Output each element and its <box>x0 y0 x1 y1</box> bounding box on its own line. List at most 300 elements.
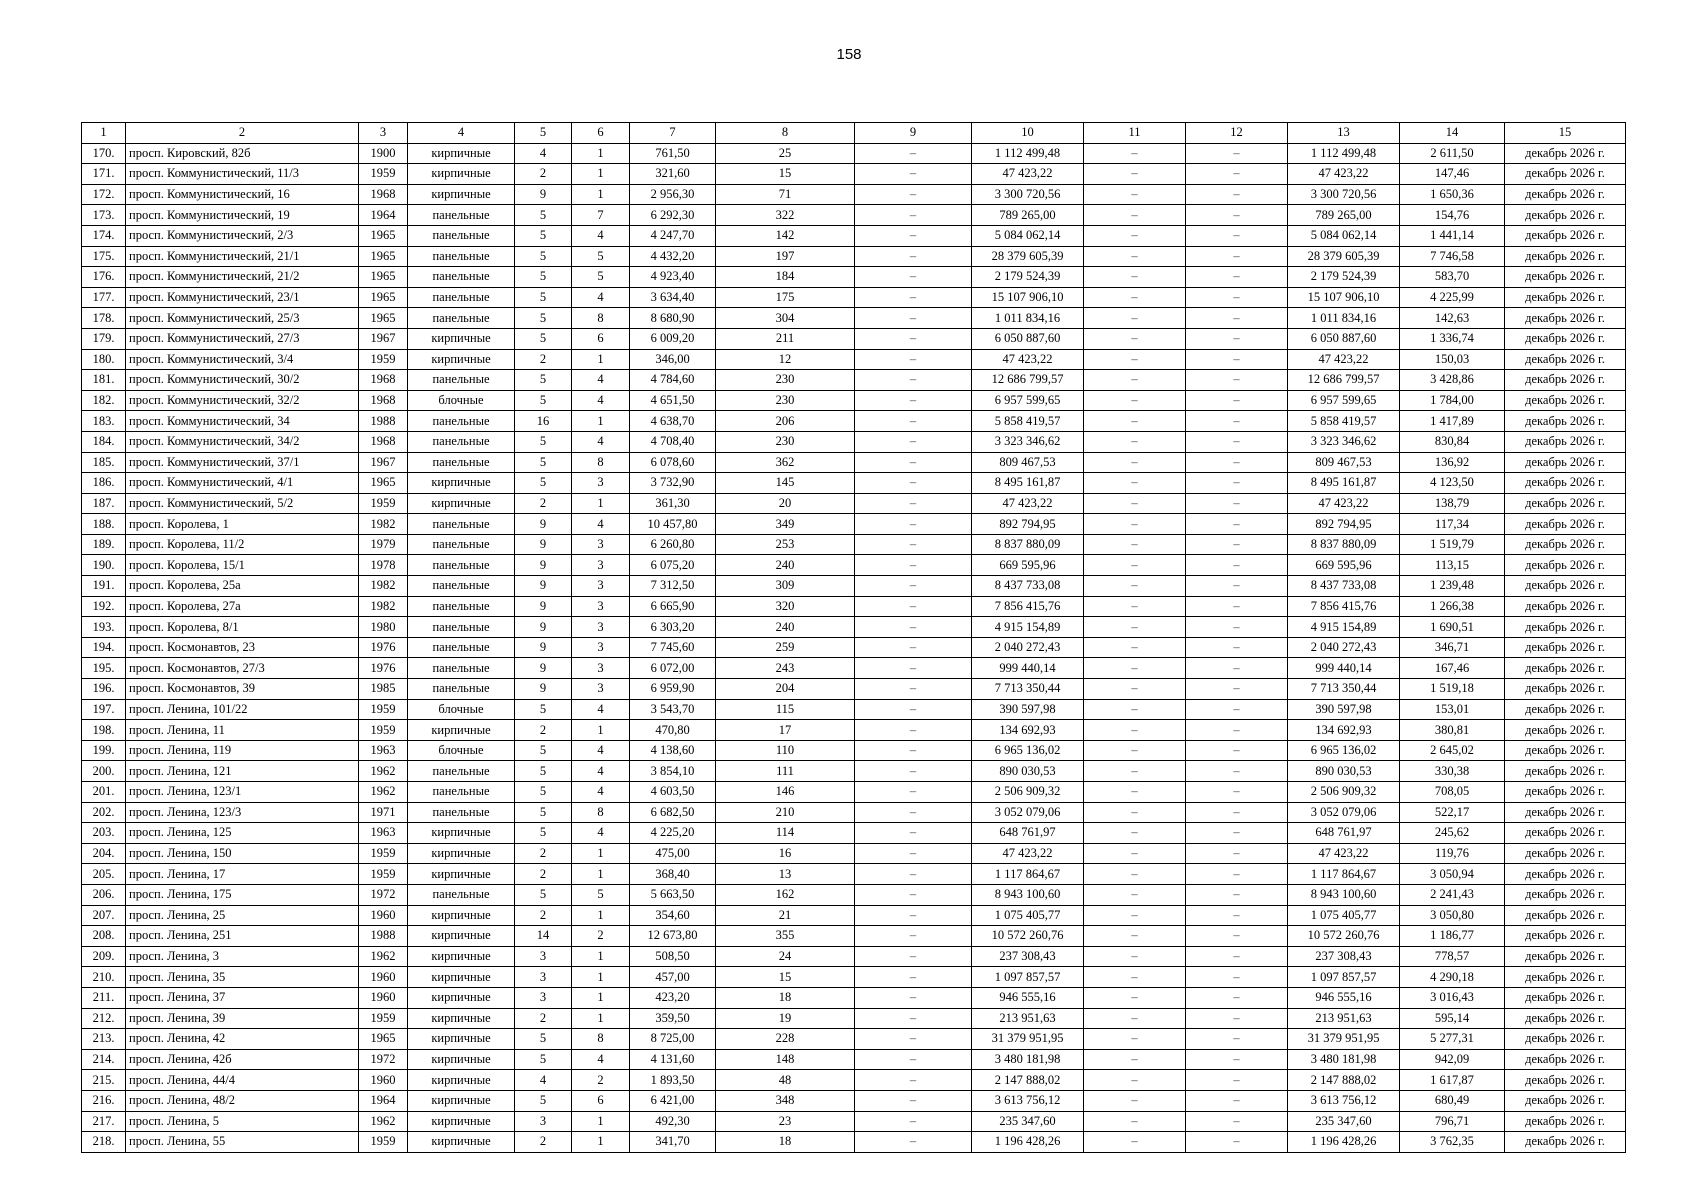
deadline-cell: декабрь 2026 г. <box>1505 1090 1626 1111</box>
deadline-cell: декабрь 2026 г. <box>1505 679 1626 700</box>
entrances-cell: 3 <box>572 679 630 700</box>
residents-cell: 17 <box>716 720 855 741</box>
col9-cell: – <box>855 328 972 349</box>
wall-material-cell: кирпичные <box>408 720 515 741</box>
col10-cost-cell: 648 761,97 <box>972 823 1084 844</box>
year-cell: 1962 <box>359 946 408 967</box>
deadline-cell: декабрь 2026 г. <box>1505 452 1626 473</box>
floors-cell: 9 <box>515 555 572 576</box>
col12-cell: – <box>1186 782 1288 803</box>
col13-cost-cell: 946 555,16 <box>1288 987 1400 1008</box>
year-cell: 1967 <box>359 328 408 349</box>
col9-cell: – <box>855 740 972 761</box>
floors-cell: 5 <box>515 782 572 803</box>
col14-cell: 138,79 <box>1400 493 1505 514</box>
col11-cell: – <box>1084 246 1186 267</box>
col11-cell: – <box>1084 328 1186 349</box>
col14-cell: 150,03 <box>1400 349 1505 370</box>
col13-cost-cell: 4 915 154,89 <box>1288 617 1400 638</box>
table-row <box>82 926 1626 947</box>
entrances-cell: 8 <box>572 1029 630 1050</box>
col13-cost-cell: 6 957 599,65 <box>1288 390 1400 411</box>
col13-cost-cell: 2 179 524,39 <box>1288 267 1400 288</box>
table-row <box>82 267 1626 288</box>
table-row <box>82 534 1626 555</box>
col14-cell: 1 239,48 <box>1400 576 1505 597</box>
residents-cell: 18 <box>716 1132 855 1153</box>
col13-cost-cell: 237 308,43 <box>1288 946 1400 967</box>
year-cell: 1959 <box>359 164 408 185</box>
area-cell: 4 603,50 <box>630 782 716 803</box>
col13-cost-cell: 7 713 350,44 <box>1288 679 1400 700</box>
col11-cell: – <box>1084 637 1186 658</box>
area-cell: 6 959,90 <box>630 679 716 700</box>
col13-cost-cell: 8 437 733,08 <box>1288 576 1400 597</box>
column-header: 7 <box>630 123 716 144</box>
col10-cost-cell: 2 506 909,32 <box>972 782 1084 803</box>
entrances-cell: 1 <box>572 946 630 967</box>
col11-cell: – <box>1084 431 1186 452</box>
col10-cost-cell: 3 300 720,56 <box>972 184 1084 205</box>
deadline-cell: декабрь 2026 г. <box>1505 843 1626 864</box>
col11-cell: – <box>1084 534 1186 555</box>
deadline-cell: декабрь 2026 г. <box>1505 1049 1626 1070</box>
year-cell: 1967 <box>359 452 408 473</box>
deadline-cell: декабрь 2026 г. <box>1505 205 1626 226</box>
table-row <box>82 411 1626 432</box>
col9-cell: – <box>855 884 972 905</box>
col10-cost-cell: 237 308,43 <box>972 946 1084 967</box>
address-cell: просп. Ленина, 25 <box>126 905 359 926</box>
address-cell: просп. Ленина, 5 <box>126 1111 359 1132</box>
deadline-cell: декабрь 2026 г. <box>1505 926 1626 947</box>
year-cell: 1968 <box>359 184 408 205</box>
col11-cell: – <box>1084 1049 1186 1070</box>
address-cell: просп. Кировский, 82б <box>126 143 359 164</box>
year-cell: 1988 <box>359 411 408 432</box>
residents-cell: 145 <box>716 473 855 494</box>
wall-material-cell: кирпичные <box>408 328 515 349</box>
col12-cell: – <box>1186 287 1288 308</box>
col11-cell: – <box>1084 514 1186 535</box>
col10-cost-cell: 5 084 062,14 <box>972 225 1084 246</box>
floors-cell: 5 <box>515 884 572 905</box>
col11-cell: – <box>1084 452 1186 473</box>
row-number-cell: 193. <box>82 617 126 638</box>
col10-cost-cell: 213 951,63 <box>972 1008 1084 1029</box>
wall-material-cell: кирпичные <box>408 1132 515 1153</box>
wall-material-cell: кирпичные <box>408 349 515 370</box>
address-cell: просп. Ленина, 55 <box>126 1132 359 1153</box>
year-cell: 1965 <box>359 308 408 329</box>
col12-cell: – <box>1186 823 1288 844</box>
col12-cell: – <box>1186 596 1288 617</box>
col11-cell: – <box>1084 905 1186 926</box>
column-header: 4 <box>408 123 515 144</box>
column-header: 10 <box>972 123 1084 144</box>
year-cell: 1964 <box>359 1090 408 1111</box>
col12-cell: – <box>1186 452 1288 473</box>
col14-cell: 153,01 <box>1400 699 1505 720</box>
col14-cell: 167,46 <box>1400 658 1505 679</box>
address-cell: просп. Ленина, 3 <box>126 946 359 967</box>
wall-material-cell: панельные <box>408 225 515 246</box>
entrances-cell: 3 <box>572 576 630 597</box>
col13-cost-cell: 8 495 161,87 <box>1288 473 1400 494</box>
residents-cell: 48 <box>716 1070 855 1091</box>
col13-cost-cell: 213 951,63 <box>1288 1008 1400 1029</box>
wall-material-cell: панельные <box>408 637 515 658</box>
row-number-cell: 212. <box>82 1008 126 1029</box>
col12-cell: – <box>1186 987 1288 1008</box>
deadline-cell: декабрь 2026 г. <box>1505 823 1626 844</box>
col12-cell: – <box>1186 1132 1288 1153</box>
header-row <box>82 123 1626 144</box>
col11-cell: – <box>1084 1111 1186 1132</box>
col10-cost-cell: 10 572 260,76 <box>972 926 1084 947</box>
year-cell: 1965 <box>359 225 408 246</box>
col10-cost-cell: 8 943 100,60 <box>972 884 1084 905</box>
area-cell: 4 432,20 <box>630 246 716 267</box>
deadline-cell: декабрь 2026 г. <box>1505 514 1626 535</box>
row-number-cell: 216. <box>82 1090 126 1111</box>
floors-cell: 5 <box>515 761 572 782</box>
floors-cell: 4 <box>515 1070 572 1091</box>
col13-cost-cell: 12 686 799,57 <box>1288 370 1400 391</box>
address-cell: просп. Королева, 27а <box>126 596 359 617</box>
entrances-cell: 1 <box>572 1132 630 1153</box>
row-number-cell: 206. <box>82 884 126 905</box>
area-cell: 4 638,70 <box>630 411 716 432</box>
deadline-cell: декабрь 2026 г. <box>1505 637 1626 658</box>
col14-cell: 136,92 <box>1400 452 1505 473</box>
residents-cell: 228 <box>716 1029 855 1050</box>
area-cell: 470,80 <box>630 720 716 741</box>
row-number-cell: 175. <box>82 246 126 267</box>
col11-cell: – <box>1084 205 1186 226</box>
col11-cell: – <box>1084 164 1186 185</box>
col12-cell: – <box>1186 555 1288 576</box>
entrances-cell: 1 <box>572 349 630 370</box>
col13-cost-cell: 15 107 906,10 <box>1288 287 1400 308</box>
deadline-cell: декабрь 2026 г. <box>1505 246 1626 267</box>
area-cell: 7 312,50 <box>630 576 716 597</box>
entrances-cell: 2 <box>572 1070 630 1091</box>
col13-cost-cell: 3 613 756,12 <box>1288 1090 1400 1111</box>
col10-cost-cell: 7 856 415,76 <box>972 596 1084 617</box>
col11-cell: – <box>1084 349 1186 370</box>
col9-cell: – <box>855 267 972 288</box>
wall-material-cell: кирпичные <box>408 143 515 164</box>
col9-cell: – <box>855 514 972 535</box>
col14-cell: 708,05 <box>1400 782 1505 803</box>
year-cell: 1962 <box>359 761 408 782</box>
col9-cell: – <box>855 782 972 803</box>
deadline-cell: декабрь 2026 г. <box>1505 864 1626 885</box>
col11-cell: – <box>1084 1090 1186 1111</box>
col9-cell: – <box>855 349 972 370</box>
year-cell: 1960 <box>359 967 408 988</box>
col13-cost-cell: 47 423,22 <box>1288 164 1400 185</box>
deadline-cell: декабрь 2026 г. <box>1505 761 1626 782</box>
col9-cell: – <box>855 658 972 679</box>
entrances-cell: 4 <box>572 699 630 720</box>
floors-cell: 5 <box>515 308 572 329</box>
col9-cell: – <box>855 1090 972 1111</box>
residents-cell: 304 <box>716 308 855 329</box>
year-cell: 1960 <box>359 987 408 1008</box>
year-cell: 1976 <box>359 658 408 679</box>
entrances-cell: 1 <box>572 184 630 205</box>
residents-cell: 197 <box>716 246 855 267</box>
table-row <box>82 576 1626 597</box>
wall-material-cell: панельные <box>408 884 515 905</box>
col9-cell: – <box>855 225 972 246</box>
row-number-cell: 176. <box>82 267 126 288</box>
wall-material-cell: панельные <box>408 596 515 617</box>
address-cell: просп. Ленина, 175 <box>126 884 359 905</box>
column-header: 11 <box>1084 123 1186 144</box>
floors-cell: 2 <box>515 720 572 741</box>
floors-cell: 9 <box>515 514 572 535</box>
table-row <box>82 843 1626 864</box>
year-cell: 1963 <box>359 740 408 761</box>
residents-cell: 240 <box>716 555 855 576</box>
col14-cell: 942,09 <box>1400 1049 1505 1070</box>
address-cell: просп. Космонавтов, 27/3 <box>126 658 359 679</box>
floors-cell: 14 <box>515 926 572 947</box>
wall-material-cell: панельные <box>408 411 515 432</box>
table-row <box>82 287 1626 308</box>
col9-cell: – <box>855 390 972 411</box>
area-cell: 475,00 <box>630 843 716 864</box>
entrances-cell: 4 <box>572 1049 630 1070</box>
address-cell: просп. Коммунистический, 25/3 <box>126 308 359 329</box>
residents-cell: 355 <box>716 926 855 947</box>
col12-cell: – <box>1186 370 1288 391</box>
entrances-cell: 4 <box>572 761 630 782</box>
year-cell: 1959 <box>359 699 408 720</box>
area-cell: 508,50 <box>630 946 716 967</box>
deadline-cell: декабрь 2026 г. <box>1505 370 1626 391</box>
area-cell: 6 078,60 <box>630 452 716 473</box>
col14-cell: 796,71 <box>1400 1111 1505 1132</box>
col10-cost-cell: 8 437 733,08 <box>972 576 1084 597</box>
entrances-cell: 4 <box>572 740 630 761</box>
area-cell: 6 009,20 <box>630 328 716 349</box>
col13-cost-cell: 669 595,96 <box>1288 555 1400 576</box>
col11-cell: – <box>1084 823 1186 844</box>
year-cell: 1959 <box>359 1132 408 1153</box>
col12-cell: – <box>1186 637 1288 658</box>
col14-cell: 5 277,31 <box>1400 1029 1505 1050</box>
area-cell: 6 303,20 <box>630 617 716 638</box>
wall-material-cell: кирпичные <box>408 1029 515 1050</box>
year-cell: 1959 <box>359 349 408 370</box>
year-cell: 1965 <box>359 287 408 308</box>
col14-cell: 2 241,43 <box>1400 884 1505 905</box>
entrances-cell: 1 <box>572 164 630 185</box>
area-cell: 341,70 <box>630 1132 716 1153</box>
entrances-cell: 1 <box>572 143 630 164</box>
col14-cell: 1 186,77 <box>1400 926 1505 947</box>
col11-cell: – <box>1084 473 1186 494</box>
address-cell: просп. Ленина, 123/1 <box>126 782 359 803</box>
col13-cost-cell: 789 265,00 <box>1288 205 1400 226</box>
address-cell: просп. Ленина, 17 <box>126 864 359 885</box>
table-row <box>82 143 1626 164</box>
table-row <box>82 987 1626 1008</box>
wall-material-cell: панельные <box>408 205 515 226</box>
col12-cell: – <box>1186 658 1288 679</box>
wall-material-cell: кирпичные <box>408 926 515 947</box>
col12-cell: – <box>1186 205 1288 226</box>
address-cell: просп. Королева, 15/1 <box>126 555 359 576</box>
area-cell: 457,00 <box>630 967 716 988</box>
col11-cell: – <box>1084 493 1186 514</box>
col9-cell: – <box>855 411 972 432</box>
row-number-cell: 172. <box>82 184 126 205</box>
residents-cell: 320 <box>716 596 855 617</box>
floors-cell: 5 <box>515 1090 572 1111</box>
entrances-cell: 1 <box>572 864 630 885</box>
col10-cost-cell: 6 050 887,60 <box>972 328 1084 349</box>
year-cell: 1982 <box>359 514 408 535</box>
col12-cell: – <box>1186 473 1288 494</box>
column-header: 1 <box>82 123 126 144</box>
residents-cell: 175 <box>716 287 855 308</box>
area-cell: 368,40 <box>630 864 716 885</box>
col13-cost-cell: 648 761,97 <box>1288 823 1400 844</box>
table-row <box>82 946 1626 967</box>
wall-material-cell: кирпичные <box>408 1070 515 1091</box>
entrances-cell: 4 <box>572 782 630 803</box>
col11-cell: – <box>1084 679 1186 700</box>
address-cell: просп. Коммунистический, 2/3 <box>126 225 359 246</box>
floors-cell: 9 <box>515 184 572 205</box>
deadline-cell: декабрь 2026 г. <box>1505 782 1626 803</box>
col11-cell: – <box>1084 617 1186 638</box>
table-row <box>82 720 1626 741</box>
col14-cell: 1 519,79 <box>1400 534 1505 555</box>
row-number-cell: 205. <box>82 864 126 885</box>
col9-cell: – <box>855 823 972 844</box>
address-cell: просп. Коммунистический, 4/1 <box>126 473 359 494</box>
area-cell: 5 663,50 <box>630 884 716 905</box>
col11-cell: – <box>1084 596 1186 617</box>
residents-cell: 13 <box>716 864 855 885</box>
wall-material-cell: панельные <box>408 617 515 638</box>
entrances-cell: 3 <box>572 596 630 617</box>
column-header: 12 <box>1186 123 1288 144</box>
col9-cell: – <box>855 699 972 720</box>
floors-cell: 2 <box>515 1008 572 1029</box>
area-cell: 7 745,60 <box>630 637 716 658</box>
col14-cell: 119,76 <box>1400 843 1505 864</box>
col9-cell: – <box>855 555 972 576</box>
wall-material-cell: панельные <box>408 534 515 555</box>
wall-material-cell: кирпичные <box>408 967 515 988</box>
entrances-cell: 4 <box>572 287 630 308</box>
col9-cell: – <box>855 431 972 452</box>
col9-cell: – <box>855 967 972 988</box>
address-cell: просп. Ленина, 44/4 <box>126 1070 359 1091</box>
row-number-cell: 200. <box>82 761 126 782</box>
year-cell: 1972 <box>359 884 408 905</box>
row-number-cell: 214. <box>82 1049 126 1070</box>
floors-cell: 16 <box>515 411 572 432</box>
col14-cell: 3 050,94 <box>1400 864 1505 885</box>
address-cell: просп. Ленина, 42б <box>126 1049 359 1070</box>
col11-cell: – <box>1084 782 1186 803</box>
row-number-cell: 215. <box>82 1070 126 1091</box>
residents-cell: 21 <box>716 905 855 926</box>
col9-cell: – <box>855 617 972 638</box>
year-cell: 1959 <box>359 493 408 514</box>
entrances-cell: 4 <box>572 390 630 411</box>
deadline-cell: декабрь 2026 г. <box>1505 328 1626 349</box>
col9-cell: – <box>855 679 972 700</box>
address-cell: просп. Ленина, 39 <box>126 1008 359 1029</box>
address-cell: просп. Ленина, 251 <box>126 926 359 947</box>
col14-cell: 1 336,74 <box>1400 328 1505 349</box>
floors-cell: 4 <box>515 143 572 164</box>
wall-material-cell: панельные <box>408 514 515 535</box>
col13-cost-cell: 7 856 415,76 <box>1288 596 1400 617</box>
row-number-cell: 199. <box>82 740 126 761</box>
col12-cell: – <box>1186 411 1288 432</box>
area-cell: 4 131,60 <box>630 1049 716 1070</box>
deadline-cell: декабрь 2026 г. <box>1505 617 1626 638</box>
col10-cost-cell: 1 097 857,57 <box>972 967 1084 988</box>
col14-cell: 154,76 <box>1400 205 1505 226</box>
col13-cost-cell: 892 794,95 <box>1288 514 1400 535</box>
housing-register-table <box>81 122 1626 1153</box>
row-number-cell: 183. <box>82 411 126 432</box>
col10-cost-cell: 6 957 599,65 <box>972 390 1084 411</box>
address-cell: просп. Коммунистический, 27/3 <box>126 328 359 349</box>
col12-cell: – <box>1186 946 1288 967</box>
col12-cell: – <box>1186 740 1288 761</box>
address-cell: просп. Ленина, 121 <box>126 761 359 782</box>
deadline-cell: декабрь 2026 г. <box>1505 967 1626 988</box>
area-cell: 4 247,70 <box>630 225 716 246</box>
residents-cell: 15 <box>716 967 855 988</box>
wall-material-cell: панельные <box>408 267 515 288</box>
col12-cell: – <box>1186 761 1288 782</box>
area-cell: 6 075,20 <box>630 555 716 576</box>
area-cell: 3 543,70 <box>630 699 716 720</box>
col10-cost-cell: 47 423,22 <box>972 349 1084 370</box>
col11-cell: – <box>1084 1008 1186 1029</box>
row-number-cell: 218. <box>82 1132 126 1153</box>
col11-cell: – <box>1084 267 1186 288</box>
col13-cost-cell: 390 597,98 <box>1288 699 1400 720</box>
col10-cost-cell: 789 265,00 <box>972 205 1084 226</box>
floors-cell: 2 <box>515 1132 572 1153</box>
col13-cost-cell: 2 147 888,02 <box>1288 1070 1400 1091</box>
year-cell: 1985 <box>359 679 408 700</box>
floors-cell: 5 <box>515 1049 572 1070</box>
year-cell: 1960 <box>359 905 408 926</box>
col13-cost-cell: 31 379 951,95 <box>1288 1029 1400 1050</box>
row-number-cell: 179. <box>82 328 126 349</box>
col13-cost-cell: 1 117 864,67 <box>1288 864 1400 885</box>
floors-cell: 3 <box>515 946 572 967</box>
entrances-cell: 4 <box>572 225 630 246</box>
row-number-cell: 185. <box>82 452 126 473</box>
col10-cost-cell: 1 196 428,26 <box>972 1132 1084 1153</box>
